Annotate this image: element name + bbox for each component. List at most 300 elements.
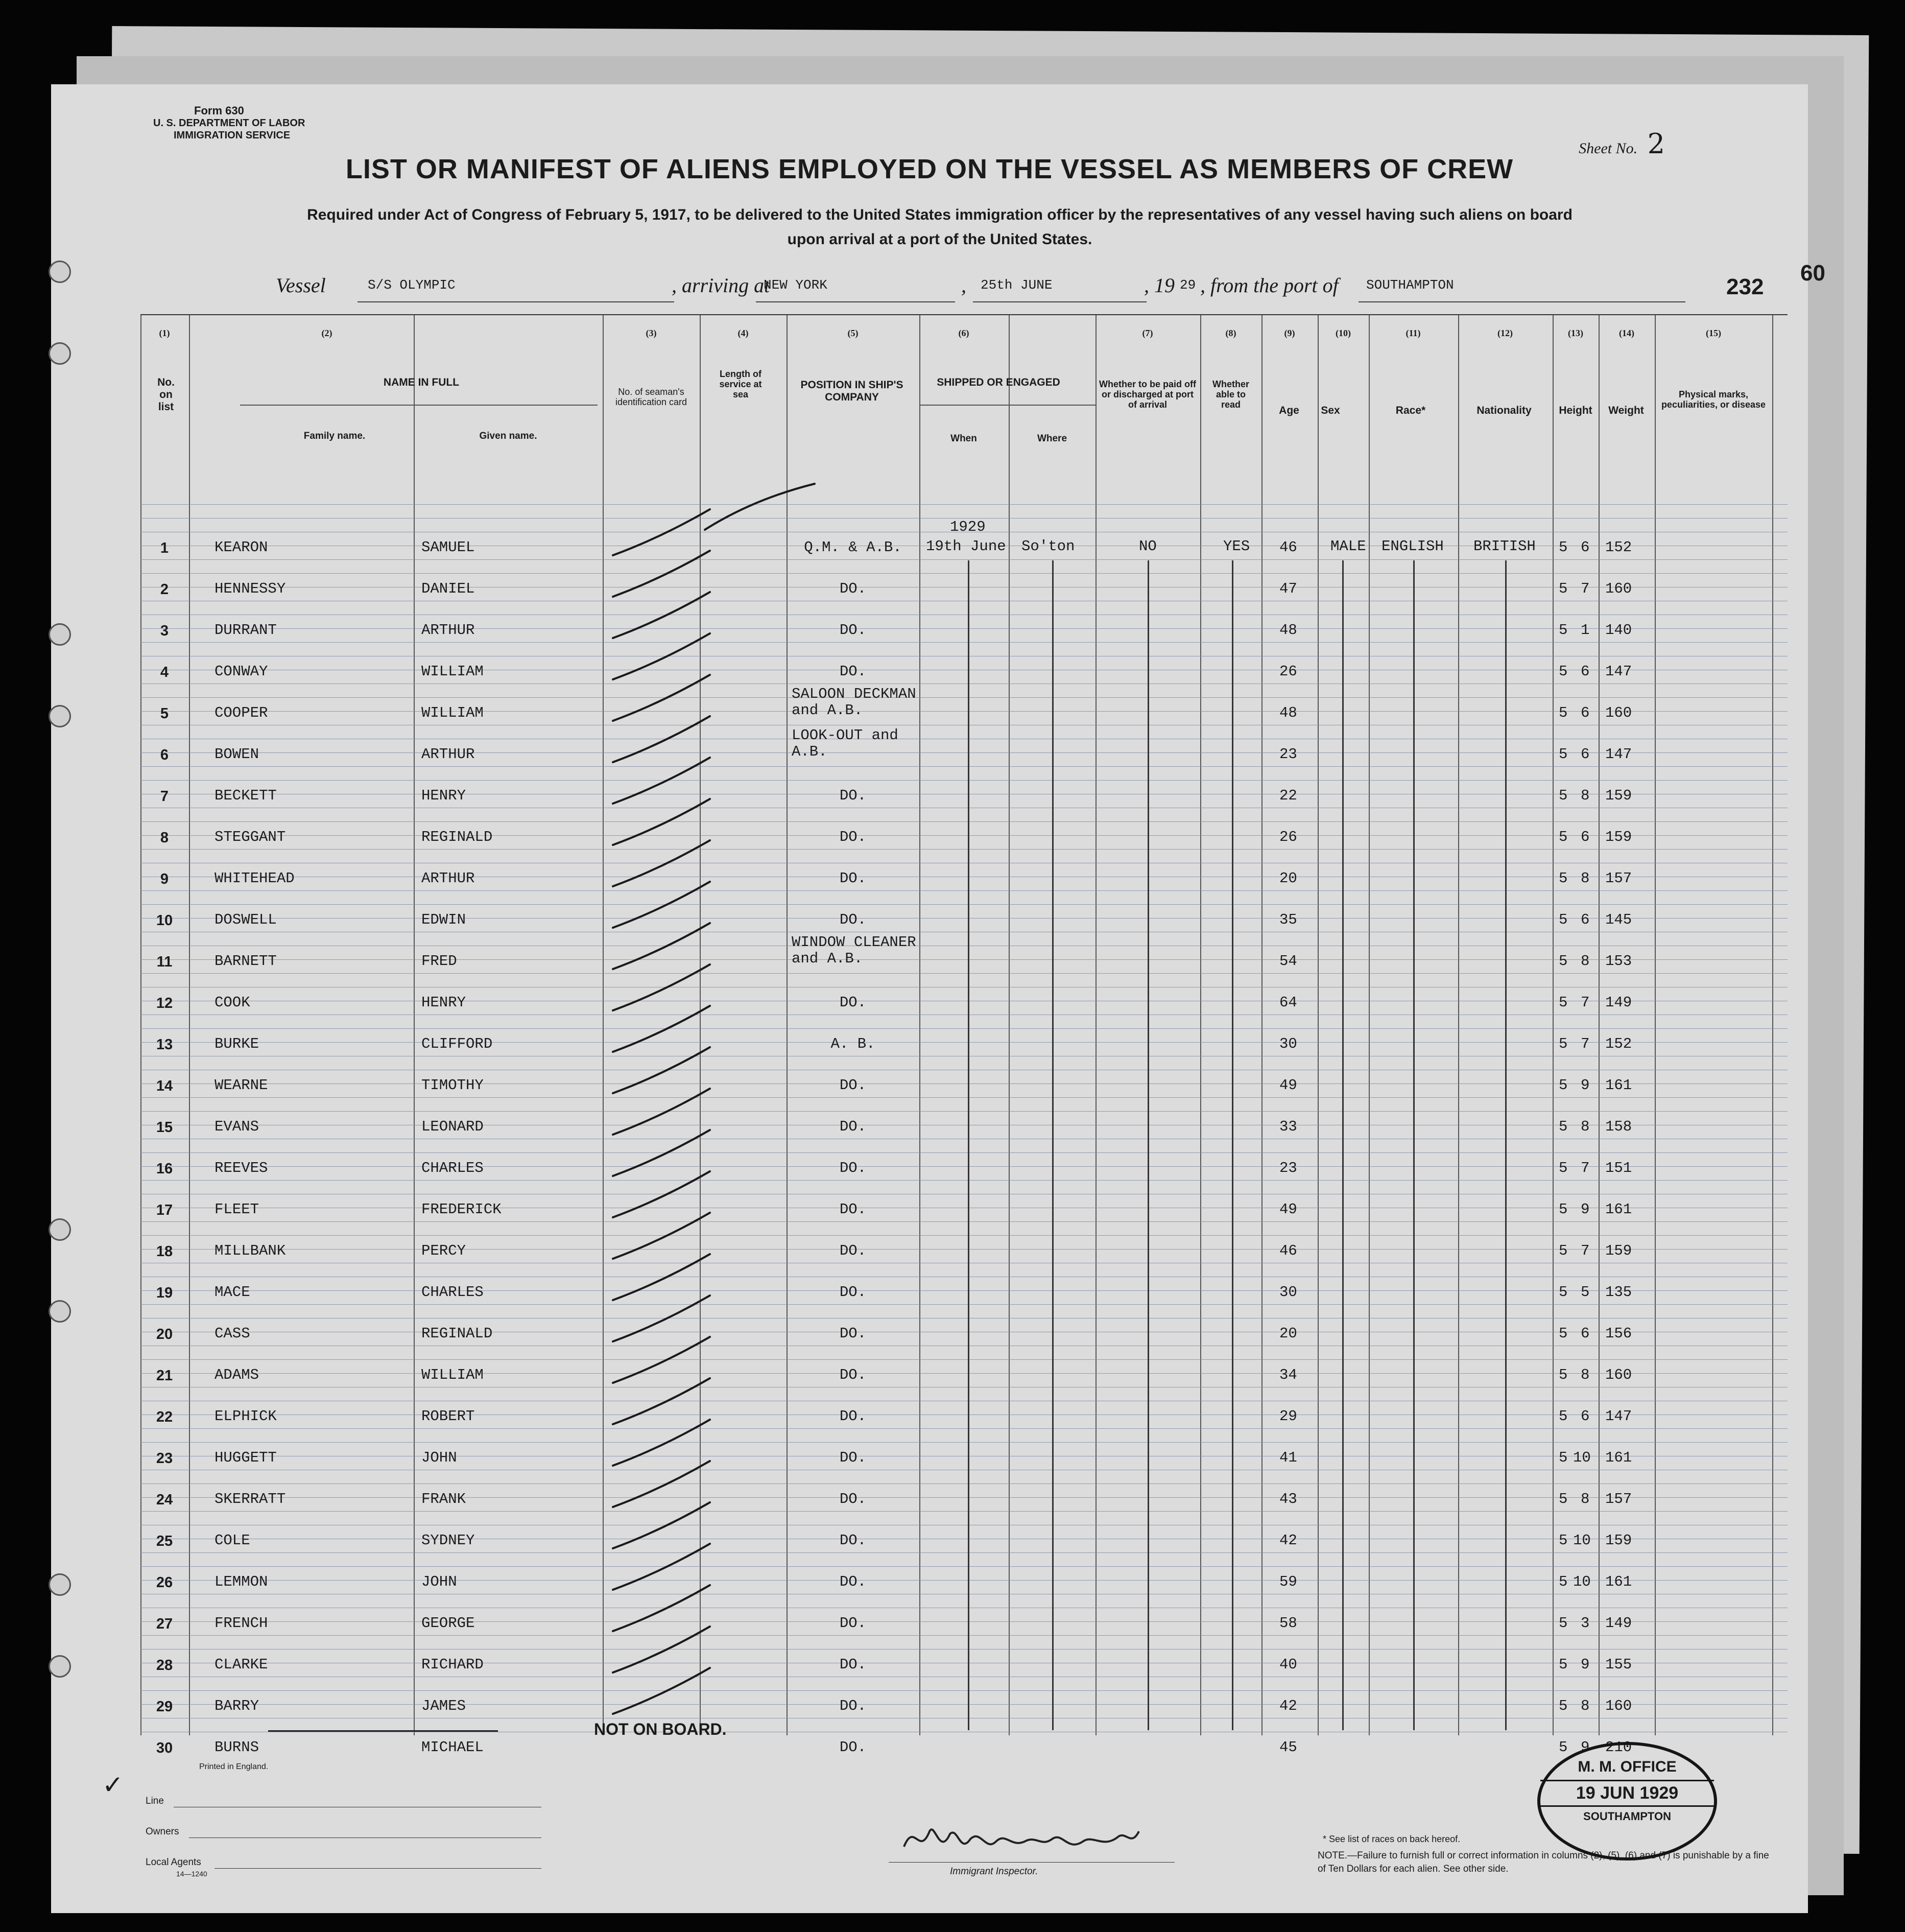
strikethrough — [268, 1730, 498, 1732]
position: DO. — [839, 622, 867, 639]
col-marks-header: Physical marks, peculiarities, or disease — [1661, 389, 1766, 410]
vessel-label: Vessel — [276, 274, 326, 297]
row-number: 13 — [156, 1036, 173, 1053]
height-inches: 8 — [1581, 1118, 1590, 1135]
position: DO. — [839, 1449, 867, 1466]
weight: 147 — [1605, 746, 1632, 763]
row-number: 22 — [156, 1409, 173, 1425]
height-feet: 5 — [1559, 1284, 1568, 1301]
age: 47 — [1279, 580, 1297, 597]
height-inches: 6 — [1581, 1325, 1590, 1342]
height-inches: 7 — [1581, 994, 1590, 1011]
ditto-slash — [613, 1627, 710, 1672]
given-name: SAMUEL — [421, 539, 475, 556]
ditto-slashes — [140, 315, 1788, 1735]
height-inches: 1 — [1581, 622, 1590, 639]
ditto-slash — [613, 1130, 710, 1176]
height-inches: 6 — [1581, 704, 1590, 721]
inspector-signature — [899, 1811, 1205, 1867]
weight: 161 — [1605, 1449, 1632, 1466]
family-name: HUGGETT — [215, 1449, 277, 1466]
col-height-header: Height — [1559, 405, 1592, 416]
height-feet: 5 — [1559, 787, 1568, 804]
position: SALOON DECKMAN — [792, 686, 916, 702]
inspector-label: Immigrant Inspector. — [950, 1866, 1038, 1877]
ditto-slash — [613, 1006, 710, 1052]
position: A. B. — [830, 1035, 875, 1052]
family-name: ADAMS — [215, 1366, 259, 1383]
ditto-line — [1342, 560, 1344, 1730]
punch-hole — [49, 623, 71, 646]
family-name: REEVES — [215, 1160, 268, 1176]
ditto-line — [1052, 560, 1054, 1730]
height-feet: 5 — [1559, 1698, 1568, 1714]
given-name: HENRY — [421, 787, 466, 804]
height-feet: 5 — [1559, 539, 1568, 556]
family-name: BECKETT — [215, 787, 277, 804]
weight: 161 — [1605, 1077, 1632, 1094]
height-inches: 10 — [1573, 1449, 1591, 1466]
given-name: JOHN — [421, 1573, 457, 1590]
position: DO. — [839, 829, 867, 845]
vessel-rule — [358, 301, 674, 302]
family-name: COLE — [215, 1532, 250, 1549]
height-inches: 8 — [1581, 1698, 1590, 1714]
family-name: BARNETT — [215, 953, 277, 970]
given-name: CHARLES — [421, 1284, 484, 1301]
height-feet: 5 — [1559, 994, 1568, 1011]
ditto-line — [968, 560, 969, 1730]
weight: 159 — [1605, 829, 1632, 845]
col-name-header: NAME IN FULL — [383, 376, 460, 388]
age: 40 — [1279, 1656, 1297, 1673]
row-number: 30 — [156, 1740, 173, 1756]
weight: 151 — [1605, 1160, 1632, 1176]
height-inches: 7 — [1581, 1160, 1590, 1176]
age: 58 — [1279, 1615, 1297, 1632]
height-inches: 7 — [1581, 1035, 1590, 1052]
age: 59 — [1279, 1573, 1297, 1590]
age: 35 — [1279, 911, 1297, 928]
height-inches: 8 — [1581, 953, 1590, 970]
owners-label: Owners — [146, 1826, 179, 1837]
age: 54 — [1279, 953, 1297, 970]
height-feet: 5 — [1559, 1242, 1568, 1259]
age: 23 — [1279, 746, 1297, 763]
ditto-line — [1505, 560, 1507, 1730]
printed-note: Printed in England. — [199, 1762, 269, 1771]
punch-hole — [49, 705, 71, 727]
col-length-header: Length of service at sea — [719, 369, 762, 399]
date-rule — [973, 301, 1147, 302]
col-paid-header: Whether to be paid off or discharged at port of arrival — [1099, 379, 1196, 410]
height-feet: 5 — [1559, 1160, 1568, 1176]
height-feet: 5 — [1559, 1035, 1568, 1052]
from-port: SOUTHAMPTON — [1366, 277, 1454, 293]
height-inches: 6 — [1581, 539, 1590, 556]
family-name: WHITEHEAD — [215, 870, 295, 887]
stamp-date: 19 JUN 1929 — [1540, 1780, 1714, 1807]
weight: 153 — [1605, 953, 1632, 970]
col-card-header: No. of seaman's identification card — [615, 387, 687, 407]
ditto-slash — [613, 1585, 710, 1631]
family-name: LEMMON — [215, 1573, 268, 1590]
height-inches: 10 — [1573, 1573, 1591, 1590]
given-name: ARTHUR — [421, 622, 475, 639]
given-name: CLIFFORD — [421, 1035, 493, 1052]
given-name: GEORGE — [421, 1615, 475, 1632]
family-name: WEARNE — [215, 1077, 268, 1094]
height-inches: 3 — [1581, 1615, 1590, 1632]
weight: 159 — [1605, 1532, 1632, 1549]
given-name: FRED — [421, 953, 457, 970]
position-line-2: and A.B. — [792, 702, 863, 719]
position: DO. — [839, 1077, 867, 1094]
punch-hole — [49, 1655, 71, 1678]
height-feet: 5 — [1559, 1201, 1568, 1218]
family-name: EVANS — [215, 1118, 259, 1135]
position-line-2: and A.B. — [792, 950, 863, 967]
age: 49 — [1279, 1201, 1297, 1218]
given-name: LEONARD — [421, 1118, 484, 1135]
given-name: WILLIAM — [421, 1366, 484, 1383]
given-name: REGINALD — [421, 829, 493, 845]
agents-label: Local Agents — [146, 1857, 201, 1868]
weight: 140 — [1605, 622, 1632, 639]
age: 33 — [1279, 1118, 1297, 1135]
arriving-label: , arriving at — [672, 274, 770, 297]
ditto-slash — [613, 1295, 710, 1341]
row-number: 7 — [160, 788, 169, 805]
family-name: DOSWELL — [215, 911, 277, 928]
given-name: WILLIAM — [421, 704, 484, 721]
position: DO. — [839, 1284, 867, 1301]
height-feet: 5 — [1559, 1491, 1568, 1507]
ditto-slash — [613, 551, 710, 597]
row-number: 15 — [156, 1119, 173, 1136]
column-number: (7) — [1142, 328, 1153, 338]
height-feet: 5 — [1559, 580, 1568, 597]
family-name: HENNESSY — [215, 580, 286, 597]
column-number: (9) — [1284, 328, 1295, 338]
age: 20 — [1279, 870, 1297, 887]
not-on-board-note: NOT ON BOARD. — [594, 1720, 727, 1738]
weight: 135 — [1605, 1284, 1632, 1301]
age: 29 — [1279, 1408, 1297, 1425]
ditto-slash — [613, 592, 710, 638]
row-number: 28 — [156, 1657, 173, 1674]
row-number: 17 — [156, 1202, 173, 1218]
height-feet: 5 — [1559, 704, 1568, 721]
ditto-slash — [613, 1254, 710, 1300]
height-inches: 8 — [1581, 1366, 1590, 1383]
from-rule — [1359, 301, 1685, 302]
given-name: SYDNEY — [421, 1532, 475, 1549]
column-number: (6) — [958, 328, 969, 338]
col-no-header: No. on list — [157, 376, 175, 413]
height-inches: 9 — [1581, 1077, 1590, 1094]
given-name: RICHARD — [421, 1656, 484, 1673]
age: 46 — [1279, 1242, 1297, 1259]
family-name: KEARON — [215, 539, 268, 556]
weight: 158 — [1605, 1118, 1632, 1135]
position-line-2: A.B. — [792, 743, 827, 760]
position: DO. — [839, 1739, 867, 1756]
weight: 147 — [1605, 1408, 1632, 1425]
position: Q.M. & A.B. — [804, 539, 902, 556]
age: 41 — [1279, 1449, 1297, 1466]
weight: 160 — [1605, 1366, 1632, 1383]
position: DO. — [839, 1118, 867, 1135]
weight: 161 — [1605, 1573, 1632, 1590]
age: 48 — [1279, 622, 1297, 639]
family-name: BARRY — [215, 1698, 259, 1714]
row-number: 19 — [156, 1285, 173, 1301]
position: DO. — [839, 1160, 867, 1176]
form-header — [153, 105, 305, 142]
column-number: (3) — [646, 328, 657, 338]
age: 43 — [1279, 1491, 1297, 1507]
row-number: 14 — [156, 1078, 173, 1094]
weight: 157 — [1605, 1491, 1632, 1507]
height-feet: 5 — [1559, 1739, 1568, 1756]
arrival-port: NEW YORK — [764, 277, 827, 293]
row-number: 3 — [160, 623, 169, 639]
ditto-slash — [613, 675, 710, 721]
position: DO. — [839, 1698, 867, 1714]
col-position-header: POSITION IN SHIP'S COMPANY — [800, 379, 903, 403]
position: DO. — [839, 1408, 867, 1425]
col-family-header: Family name. — [303, 431, 366, 441]
page-subtitle: Required under Act of Congress of February 5, 1917, to be delivered to the United States immigration officer by the representatives of any vessel having such aliens on board upon arrival at a port of the United States. — [307, 206, 1573, 248]
department: U. S. DEPARTMENT OF LABOR — [153, 117, 305, 129]
height-inches: 9 — [1581, 1739, 1590, 1756]
height-feet: 5 — [1559, 1118, 1568, 1135]
shipped-year: 1929 — [950, 519, 986, 535]
column-number: (5) — [847, 328, 859, 338]
page-number: 232 — [1726, 274, 1764, 299]
given-name: ROBERT — [421, 1408, 475, 1425]
ditto-line — [1413, 560, 1415, 1730]
weight: 149 — [1605, 1615, 1632, 1632]
ditto-slash — [613, 1420, 710, 1466]
height-inches: 7 — [1581, 1242, 1590, 1259]
height-inches: 9 — [1581, 1656, 1590, 1673]
family-name: DURRANT — [215, 622, 277, 639]
ditto-slash — [613, 1461, 710, 1507]
col-read-header: Whether able to read — [1212, 379, 1249, 410]
family-name: MACE — [215, 1284, 250, 1301]
given-name: ARTHUR — [421, 870, 475, 887]
weight: 159 — [1605, 1242, 1632, 1259]
height-inches: 7 — [1581, 580, 1590, 597]
column-number: (1) — [159, 328, 170, 338]
weight: 145 — [1605, 911, 1632, 928]
port-rule — [756, 301, 955, 302]
position: DO. — [839, 787, 867, 804]
column-number: (11) — [1406, 328, 1421, 338]
arrival-year: 29 — [1180, 277, 1196, 293]
ditto-slash — [613, 840, 710, 886]
position: DO. — [839, 994, 867, 1011]
ditto-line — [1232, 560, 1233, 1730]
from-label: , from the port of — [1200, 274, 1339, 297]
given-name: MICHAEL — [421, 1739, 484, 1756]
column-number: (13) — [1568, 328, 1583, 338]
family-name: BOWEN — [215, 746, 259, 763]
height-feet: 5 — [1559, 1615, 1568, 1632]
form-number: Form 630 — [194, 104, 244, 117]
punch-hole — [49, 261, 71, 283]
row-number: 25 — [156, 1533, 173, 1549]
family-name: SKERRATT — [215, 1491, 286, 1507]
line-label: Line — [146, 1796, 164, 1806]
penalty-note: NOTE.—Failure to furnish full or correct information in columns (2), (5), (6) and (7) is punishable by a fine of Ten Dollars for each alien. See other side. — [1318, 1850, 1769, 1874]
height-feet: 5 — [1559, 1325, 1568, 1342]
age: 30 — [1279, 1284, 1297, 1301]
age: 45 — [1279, 1739, 1297, 1756]
weight: 160 — [1605, 704, 1632, 721]
weight: 152 — [1605, 1035, 1632, 1052]
height-feet: 5 — [1559, 1366, 1568, 1383]
given-name: DANIEL — [421, 580, 475, 597]
family-name: COOPER — [215, 704, 268, 721]
row-number: 10 — [156, 912, 173, 929]
height-feet: 5 — [1559, 1077, 1568, 1094]
family-name: BURKE — [215, 1035, 259, 1052]
ditto-slash — [613, 716, 710, 762]
given-name: EDWIN — [421, 911, 466, 928]
col-where-header: Where — [1037, 433, 1067, 444]
age: 26 — [1279, 663, 1297, 680]
row-number: 23 — [156, 1450, 173, 1467]
height-feet: 5 — [1559, 622, 1568, 639]
ditto-slash — [613, 758, 710, 804]
ditto-slash — [613, 964, 710, 1010]
weight: 159 — [1605, 787, 1632, 804]
ditto-slash — [613, 1213, 710, 1259]
height-inches: 6 — [1581, 1408, 1590, 1425]
position: DO. — [839, 1491, 867, 1507]
paid-off: NO — [1139, 538, 1157, 555]
length-slash — [705, 484, 815, 530]
ditto-slash — [613, 633, 710, 679]
position: DO. — [839, 1201, 867, 1218]
given-name: PERCY — [421, 1242, 466, 1259]
height-feet: 5 — [1559, 1532, 1568, 1549]
height-inches: 6 — [1581, 663, 1590, 680]
column-number: (12) — [1497, 328, 1513, 338]
form-code: 14—1240 — [176, 1870, 207, 1878]
ditto-line — [1148, 560, 1149, 1730]
vessel-name: S/S OLYMPIC — [368, 277, 456, 293]
row-number: 27 — [156, 1616, 173, 1632]
position: DO. — [839, 870, 867, 887]
position: DO. — [839, 1615, 867, 1632]
races-note: * See list of races on back hereof. — [1323, 1834, 1461, 1844]
given-name: CHARLES — [421, 1160, 484, 1176]
height-inches: 6 — [1581, 829, 1590, 845]
height-inches: 5 — [1581, 1284, 1590, 1301]
row-number: 8 — [160, 830, 169, 846]
position: DO. — [839, 911, 867, 928]
punch-hole — [49, 1218, 71, 1241]
ditto-slash — [613, 799, 710, 845]
column-number: (2) — [321, 328, 332, 338]
ditto-slash — [613, 1047, 710, 1093]
height-inches: 6 — [1581, 911, 1590, 928]
row-number: 26 — [156, 1574, 173, 1591]
weight: 149 — [1605, 994, 1632, 1011]
given-name: FREDERICK — [421, 1201, 502, 1218]
family-name: CLARKE — [215, 1656, 268, 1673]
col-given-header: Given name. — [479, 431, 537, 441]
weight: 147 — [1605, 663, 1632, 680]
sheet-value: 2 — [1647, 128, 1665, 160]
weight: 155 — [1605, 1656, 1632, 1673]
height-feet: 5 — [1559, 1449, 1568, 1466]
row-number: 20 — [156, 1326, 173, 1342]
row-number: 18 — [156, 1243, 173, 1260]
age: 23 — [1279, 1160, 1297, 1176]
family-name: FRENCH — [215, 1615, 268, 1632]
height-inches: 8 — [1581, 1491, 1590, 1507]
position: WINDOW CLEANER — [792, 934, 916, 951]
age: 34 — [1279, 1366, 1297, 1383]
col-when-header: When — [950, 433, 977, 444]
age: 46 — [1279, 539, 1297, 556]
ditto-slash — [613, 1089, 710, 1135]
row-number: 4 — [160, 664, 169, 680]
age: 48 — [1279, 704, 1297, 721]
ditto-slash — [613, 1171, 710, 1217]
row-number: 6 — [160, 747, 169, 763]
row-number: 1 — [160, 540, 169, 556]
col-age-header: Age — [1279, 405, 1299, 416]
stamp-place: SOUTHAMPTON — [1583, 1810, 1671, 1823]
given-name: REGINALD — [421, 1325, 493, 1342]
age: 22 — [1279, 787, 1297, 804]
row-number: 12 — [156, 995, 173, 1011]
sex: MALE — [1330, 538, 1366, 555]
row-number: 16 — [156, 1161, 173, 1177]
column-number: (10) — [1336, 328, 1351, 338]
punch-hole — [49, 1300, 71, 1323]
manifest-sheet: Form 630 U. S. DEPARTMENT OF LABOR IMMIGRATION SERVICE Sheet No. 2 LIST OR MANIFEST OF ALIENS EMPLOYED ON THE VESSEL AS MEMBERS OF CREW Required under Act of Congress of February 5, 1917, to be delivered to the United States immigration officer by the representatives of any vessel having such aliens on board upon arrival at a port of the United States. Vessel S/S OLYMPIC , arriving at NEW YORK , 25th JUNE , 19 29 , from the port of SOUTHAMPTON 232 60 (1) (2) (3) (4) (5) (6) (7) (8) (9) (10) (11) (12) (13) (14) (15) No. on list NAME IN FULL Family name. Given name. No. of seaman's identification card Length of service at sea POSITION IN SHIP'S COMPANY SHIPPED OR ENGAGED When Where Whether to be paid off or discharged at port of arrival Whether able to read Age Sex Race* Nationality Height Weight Physical marks, peculiarities, or disease 1929 19th June So'ton NO YES MALE ENGLISH BRITISH 1 KEARON SAMUEL Q.M. & A.B. 46 5 6 152 2 HENNESSY DANIEL DO. 47 5 7 160 3 DURRANT ARTHUR DO. 48 5 1 140 4 CONWAY WILLIAM DO. 26 5 6 147 5 COOPER WILLIAM SALOON DECKMAN and A.B. 48 5 6 160 6 BOWEN ARTHUR LOOK-OUT and A.B. 23 5 6 147 7 BECKETT HENRY DO. 22 5 8 159 8 STEGGANT REGINALD DO. 26 5 6 159 9 WHITEHEAD ARTHUR DO. 20 5 8 157 10 DOSWELL EDWIN DO. 35 5 6 145 11 BARNETT FRED WINDOW CLEANER and A.B. 54 5 8 153 12 COOK HENRY DO. 64 5 7 149 13 BURKE CLIFFORD A. B. 30 5 7 152 14 WEARNE TIMOTHY DO. 49 5 9 161 15 EVANS LEONARD DO. 33 5 8 158 16 REEVES CHARLES DO. 23 5 7 151 17 FLEET FREDERICK DO. 49 5 9 161 18 MILLBANK PERCY DO. 46 5 7 159 19 MACE CHARLES DO. 30 5 5 135 20 CASS REGINALD DO. 20 5 6 156 21 ADAMS WILLIAM DO. 34 5 8 160 22 ELPHICK ROBERT DO. 29 5 6 147 23 HUGGETT JOHN DO. 41 5 10 161 24 SKERRATT FRANK DO. 43 5 8 157 25 COLE SYDNEY DO. 42 5 10 159 26 LEMMON JOHN DO. 59 5 10 161 27 FRENCH GEORGE DO. 58 5 3 149 28 CLARKE RICHARD DO. 40 5 9 155 29 BARRY JAMES DO. 42 5 8 160 30 BURNS MICHAEL DO. 45 5 9 210 NOT ON BOARD. Printed in England. Line Owners Local Agents 14—1240 Immigrant Inspector. * See list of races on back hereof. NOTE.—Failure to furnish full or correct information in columns (2), (5), (6) and (7) is punishable by a fine of Ten Dollars for each alien. See other side. M. M. OFFICE 19 JUN 1929 SOUTHAMPTON ✓ — [51, 84, 1808, 1913]
column-number: (4) — [737, 328, 749, 338]
given-name: HENRY — [421, 994, 466, 1011]
service: IMMIGRATION SERVICE — [174, 130, 291, 141]
ditto-slash — [613, 1502, 710, 1548]
position: DO. — [839, 1573, 867, 1590]
ditto-slash — [613, 1668, 710, 1714]
height-feet: 5 — [1559, 911, 1568, 928]
arrival-date: 25th JUNE — [981, 277, 1053, 293]
height-inches: 8 — [1581, 870, 1590, 887]
family-name: FLEET — [215, 1201, 259, 1218]
height-feet: 5 — [1559, 1573, 1568, 1590]
family-name: MILLBANK — [215, 1242, 286, 1259]
family-name: COOK — [215, 994, 250, 1011]
given-name: TIMOTHY — [421, 1077, 484, 1094]
row-number: 2 — [160, 581, 169, 598]
height-inches: 9 — [1581, 1201, 1590, 1218]
ditto-slash — [613, 1337, 710, 1383]
row-number: 11 — [156, 954, 173, 970]
family-name: CONWAY — [215, 663, 268, 680]
weight: 160 — [1605, 1698, 1632, 1714]
col-weight-header: Weight — [1608, 405, 1644, 416]
